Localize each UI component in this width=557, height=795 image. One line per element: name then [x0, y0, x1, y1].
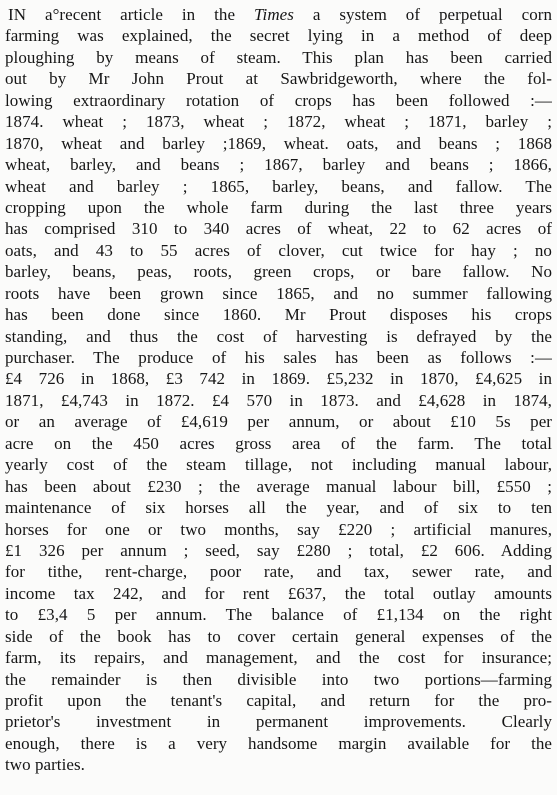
- article-line: 1870, wheat and barley ;‌1869, wheat. oats, and beans ; 1868: [5, 133, 552, 153]
- article-line: purchaser. The produce of his sales has been as follows :—: [5, 348, 552, 367]
- article-line: 1874. wheat ; 1873, wheat ; 1872, wheat ; 1871, barley ;: [5, 112, 552, 132]
- article-line: has comprised 310 to 340 acres of wheat, 22 to 62 acres of: [5, 219, 552, 239]
- line-text-b: a system of perpetual corn: [293, 5, 552, 24]
- article-line: wheat, barley, and beans ; 1867, barley and beans ; 1866,: [5, 155, 552, 175]
- article-line: oats, and 43 to 55 acres of clover, cut twice for hay ; no: [5, 240, 552, 260]
- article-line: cropping upon the whole farm during the last three years: [5, 197, 552, 217]
- article-line: the remainder is then divisible into two portions—farming: [5, 669, 552, 689]
- article-line: farm, its repairs, and management, and the cost for insurance;: [5, 648, 552, 668]
- article-line: side of the book has to cover certain general expenses of the: [5, 626, 552, 646]
- article-line: roots have been grown since 1865, and no summer fallowing: [5, 283, 552, 303]
- article-line: prietor's investment in permanent improvements. Clearly: [5, 712, 552, 732]
- article-line: enough, there is a very handsome margin available for the: [5, 733, 552, 753]
- article-line: barley, beans, peas, roots, green crops, or bare fallow. No: [5, 262, 552, 282]
- article-line: has been about £230 ; the average manual labour bill, £550 ;: [5, 476, 552, 496]
- article-line: to £3,4 5 per annum. The balance of £1,134 on the right: [5, 605, 552, 625]
- article-line: horses for one or two months, say £220 ; artificial manures,: [5, 519, 552, 539]
- article-line: acre on the 450 acres gross area of the farm. The total: [5, 433, 552, 453]
- article-line: farming was explained, the secret lying in a method of deep: [5, 26, 552, 46]
- article-line: standing, and thus the cost of harvesting is defrayed by the: [5, 326, 552, 346]
- article-line: yearly cost of the steam tillage, not including manual labour,: [5, 455, 552, 475]
- article-line: income tax 242, and for rent £637, the total outlay amounts: [5, 583, 552, 603]
- article-line: £4 726 in 1868, £3 742 in 1869. £5,232 in 1870, £4,625 in: [5, 369, 552, 389]
- article-line: two parties.: [5, 755, 85, 775]
- newspaper-title: Times: [253, 5, 294, 24]
- article-column: [5, 4, 552, 776]
- article-line: ploughing by means of steam. This plan has been carried: [5, 47, 552, 67]
- article-line: lowing extraordinary rotation of crops has been followed :—: [5, 90, 552, 110]
- line-text-a: a°recent article in the: [26, 5, 254, 24]
- article-line: has been done since 1860. Mr Prout disposes his crops: [5, 305, 552, 325]
- article-line: [5, 4, 552, 25]
- article-line: 1871, £4,743 in 1872. £4 570 in 1873. and £4,628 in 1874,: [5, 390, 552, 410]
- article-line: out by Mr John Prout at Sawbridgeworth, where the fol-: [5, 69, 552, 89]
- article-line: profit upon the tenant's capital, and return for the pro-: [5, 691, 552, 710]
- article-line: wheat and barley ; 1865, barley, beans, and fallow. The: [5, 176, 552, 196]
- article-line: maintenance of six horses all the year, and of six to ten: [5, 498, 552, 518]
- article-line: £1 326 per annum ; seed, say £280 ; total, £2 606. Adding: [5, 540, 552, 560]
- drop-word: IN: [8, 5, 27, 24]
- article-line: or an average of £4,619 per annum, or about £10 5s per: [5, 412, 552, 432]
- article-line: for tithe, rent-charge, poor rate, and tax, sewer rate, and: [5, 562, 552, 582]
